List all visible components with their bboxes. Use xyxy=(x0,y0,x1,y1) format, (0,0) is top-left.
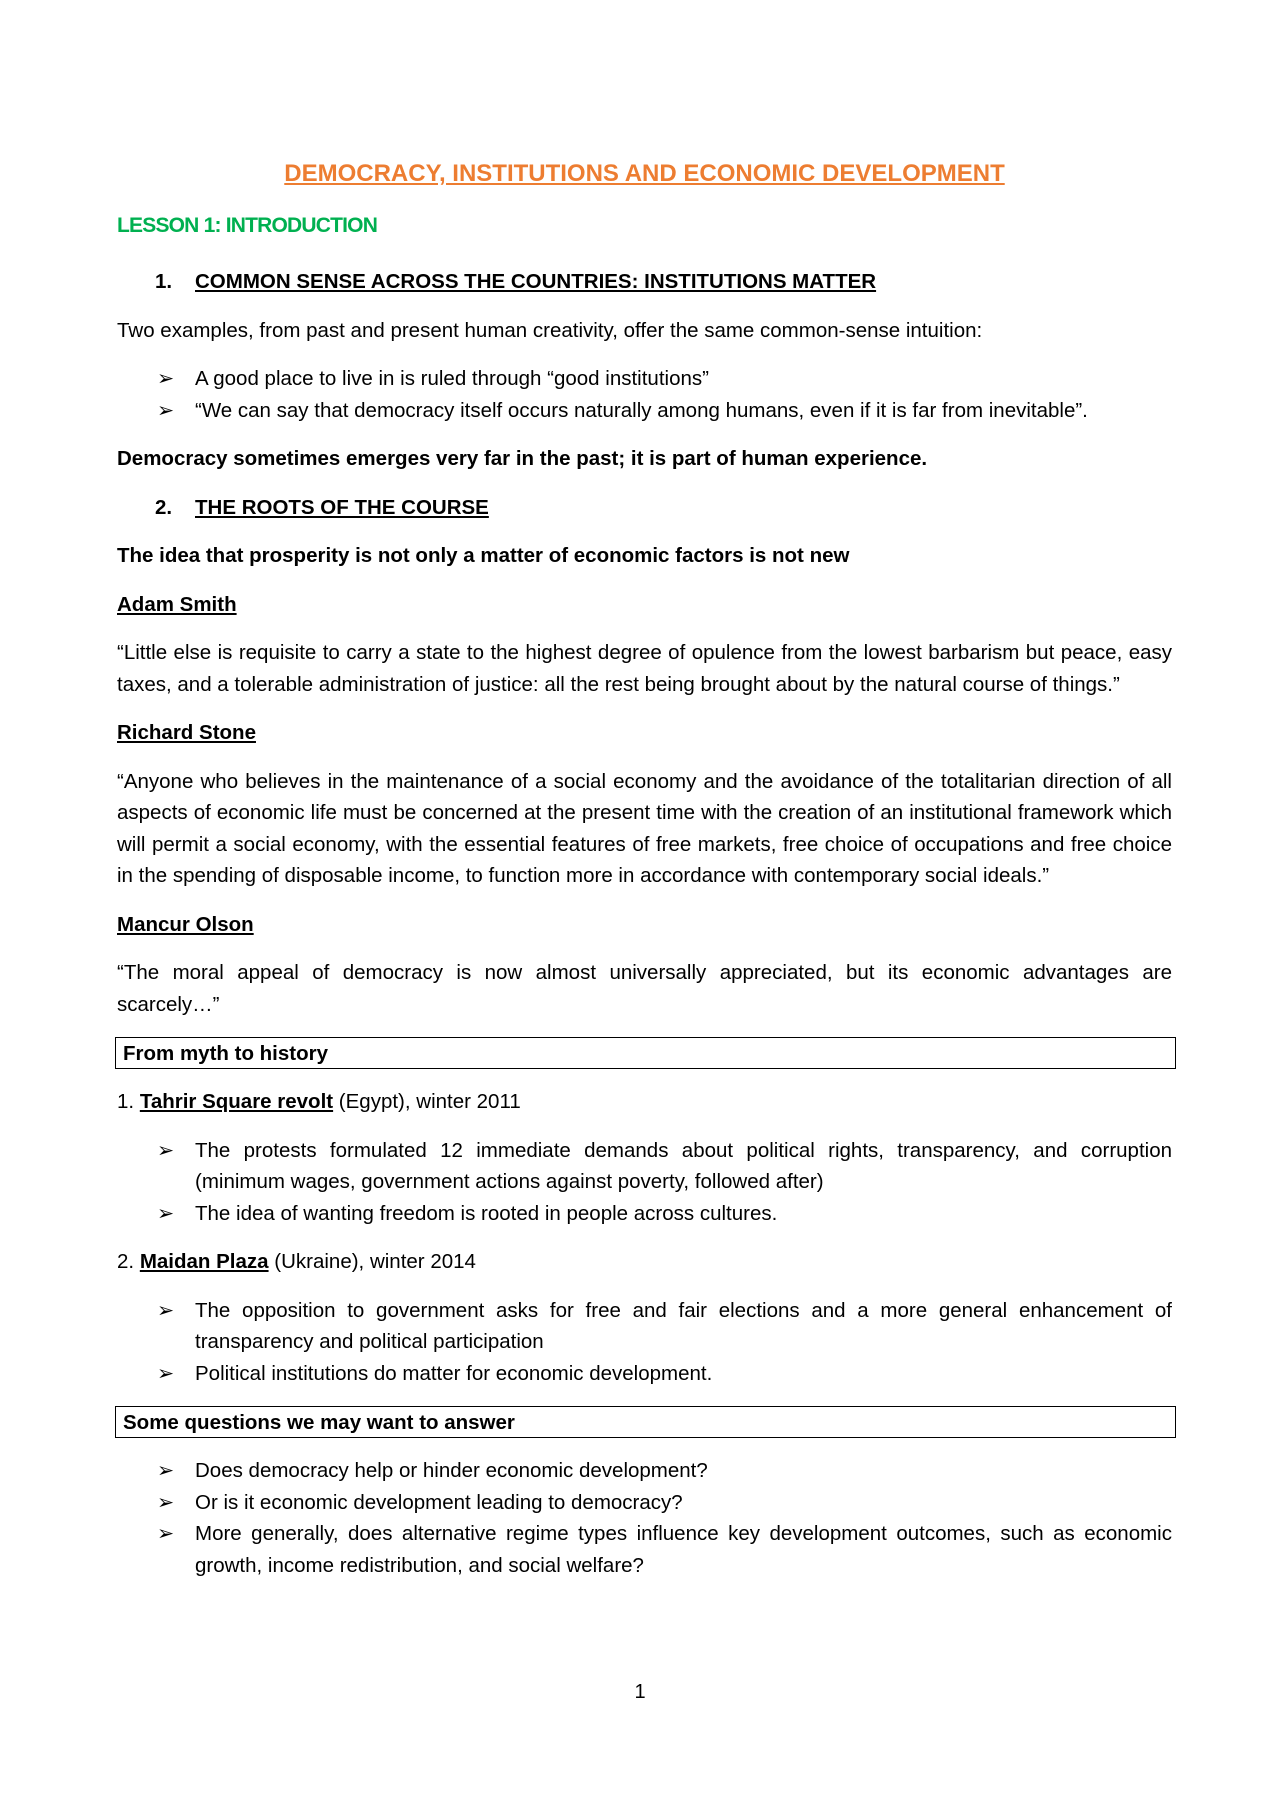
list-item: ➢ Does democracy help or hinder economic development? xyxy=(117,1455,1172,1487)
quote-mancur-olson: “The moral appeal of democracy is now almost universally appreciated, but its economic advantages are scarcely…” xyxy=(117,961,1172,1016)
arrow-bullet-icon: ➢ xyxy=(157,1522,175,1545)
questions-box: Some questions we may want to answer xyxy=(115,1406,1176,1438)
list-item: ➢ The protests formulated 12 immediate demands about political rights, transparency, and corruption (minimum wages, government actions against poverty, followed after) xyxy=(117,1135,1172,1198)
event-2-name: Maidan Plaza xyxy=(139,1250,269,1273)
section-2-lead: The idea that prosperity is not only a matter of economic factors is not new xyxy=(117,544,850,567)
author-richard-stone: Richard Stone xyxy=(117,721,256,744)
lesson-heading: LESSON 1: INTRODUCTION xyxy=(117,214,378,237)
myth-to-history-box: From myth to history xyxy=(115,1037,1176,1069)
list-item: ➢ Or is it economic development leading to democracy? xyxy=(117,1487,1172,1519)
event-1-bullets xyxy=(117,1135,1172,1230)
list-item: ➢ The idea of wanting freedom is rooted in people across cultures. xyxy=(117,1198,1172,1230)
list-item: ➢ A good place to live in is ruled through “good institutions” xyxy=(117,363,1172,395)
arrow-bullet-icon: ➢ xyxy=(157,1459,175,1482)
section-1-heading xyxy=(117,266,1172,298)
event-1-name: Tahrir Square revolt xyxy=(139,1090,334,1113)
event-2-bullets xyxy=(117,1295,1172,1390)
arrow-bullet-icon: ➢ xyxy=(157,1361,175,1385)
event-1: 1. Tahrir Square revolt (Egypt), winter 2011 xyxy=(117,1090,521,1113)
section-2-title: THE ROOTS OF THE COURSE xyxy=(195,495,489,519)
section-2-heading xyxy=(117,492,1172,524)
quote-adam-smith: “Little else is requisite to carry a state to the highest degree of opulence from the lowest barbarism but peace, easy taxes, and a tolerable administration of justice: all the rest being brought about by the natural course of things.” xyxy=(117,641,1172,696)
section-2-number: 2. xyxy=(155,495,173,519)
author-mancur-olson: Mancur Olson xyxy=(117,912,254,936)
section-1-bullets xyxy=(117,363,1172,426)
event-2: 2. Maidan Plaza (Ukraine), winter 2014 xyxy=(117,1250,476,1273)
list-item: ➢ “We can say that democracy itself occurs naturally among humans, even if it is far from inevitable”. xyxy=(117,395,1172,427)
arrow-bullet-icon: ➢ xyxy=(157,367,175,390)
list-item: ➢ More generally, does alternative regime types influence key development outcomes, such as economic growth, income redistribution, and social welfare? xyxy=(117,1518,1172,1581)
arrow-bullet-icon: ➢ xyxy=(157,1201,175,1225)
arrow-bullet-icon: ➢ xyxy=(157,1490,175,1514)
quote-richard-stone: “Anyone who believes in the maintenance of a social economy and the avoidance of the totalitarian direction of all aspects of economic life must be concerned at the present time with the creation of an institutional framework which will permit a social economy, with the essential features of free markets, free choice of occupations and free choice in the spending of disposable income, to function more in accordance with contemporary social ideals.” xyxy=(117,769,1172,887)
arrow-bullet-icon: ➢ xyxy=(157,398,175,422)
questions-bullets xyxy=(117,1455,1172,1581)
arrow-bullet-icon: ➢ xyxy=(157,1298,175,1322)
list-item: ➢ Political institutions do matter for economic development. xyxy=(117,1358,1172,1390)
section-1-intro: Two examples, from past and present human creativity, offer the same common-sense intuition: xyxy=(117,318,983,342)
author-adam-smith: Adam Smith xyxy=(117,592,237,616)
section-1-number: 1. xyxy=(155,270,173,293)
document-body xyxy=(117,158,1172,1598)
section-1-conclusion: Democracy sometimes emerges very far in the past; it is part of human experience. xyxy=(117,447,928,470)
page-number: 1 xyxy=(634,1681,646,1703)
arrow-bullet-icon: ➢ xyxy=(157,1138,175,1162)
document-title: DEMOCRACY, INSTITUTIONS AND ECONOMIC DEVELOPMENT xyxy=(284,160,1005,187)
list-item: ➢ The opposition to government asks for free and fair elections and a more general enhancement of transparency and political participation xyxy=(117,1295,1172,1358)
section-1-title: COMMON SENSE ACROSS THE COUNTRIES: INSTITUTIONS MATTER xyxy=(195,270,877,293)
